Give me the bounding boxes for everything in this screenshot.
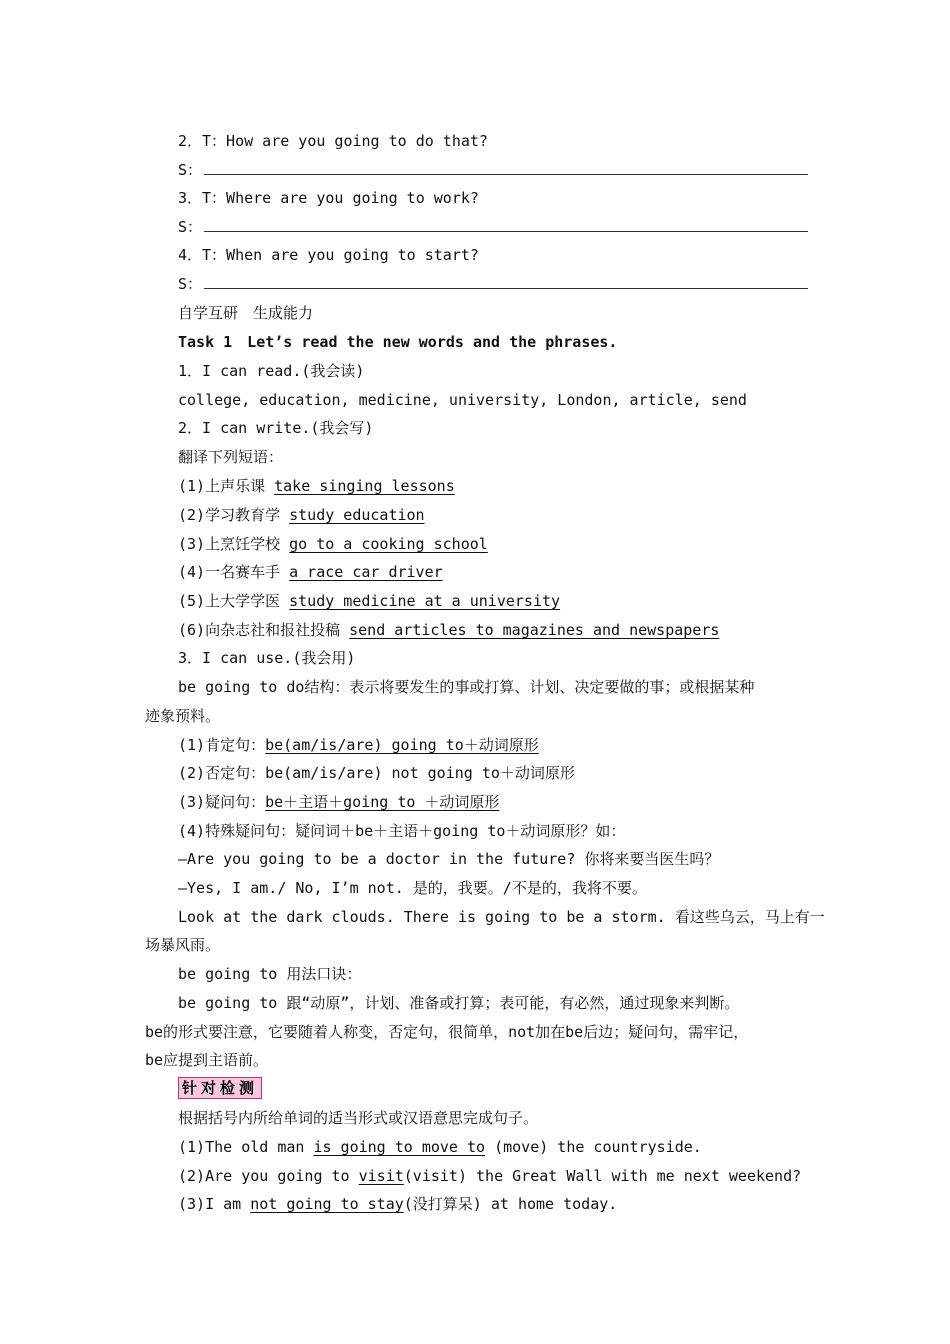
affirmative-prompt: (1)肯定句： — [178, 736, 266, 754]
question-line — [178, 792, 499, 812]
phrase-answer: study medicine at a university — [289, 592, 561, 610]
q4-student-line — [178, 274, 808, 294]
sentence-text: (2)Are you going to — [178, 1167, 359, 1185]
use-intro-line2: 迹象预料。 — [145, 707, 221, 725]
phrase-item — [178, 620, 719, 640]
write-instruction: 翻译下列短语： — [178, 448, 284, 466]
phrase-answer: a race car driver — [289, 563, 443, 581]
phrase-answer: send articles to magazines and newspapers — [349, 621, 720, 639]
check-instruction: 根据括号内所给单词的适当形式或汉语意思完成句子。 — [178, 1109, 539, 1127]
q4-student-label: S： — [178, 275, 203, 293]
sentence-answer: not going to stay — [250, 1195, 404, 1213]
example-1: —Are you going to be a doctor in the future? 你将来要当医生吗？ — [178, 850, 720, 868]
check-badge: 针对检测 — [178, 1077, 262, 1099]
q3-teacher: 3．T：Where are you going to work? — [178, 189, 479, 207]
sentence-text: (没打算呆) at home today. — [403, 1195, 618, 1213]
q3-student-line — [178, 217, 808, 237]
phrase-answer: study education — [289, 506, 425, 524]
question-prompt: (3)疑问句： — [178, 793, 266, 811]
phrase-answer: go to a cooking school — [289, 535, 488, 553]
question-answer: be＋主语＋going to ＋动词原形 — [265, 793, 500, 811]
answer-blank[interactable] — [204, 217, 808, 232]
phrase-item — [178, 534, 488, 554]
affirmative-answer: be(am/is/are) going to＋动词原形 — [265, 736, 539, 754]
phrase-prompt: (4)一名赛车手 — [178, 563, 290, 581]
phrase-prompt: (6)向杂志社和报社投稿 — [178, 621, 350, 639]
answer-blank[interactable] — [204, 274, 808, 289]
q2-teacher: 2．T：How are you going to do that? — [178, 132, 488, 150]
check-sentence-1 — [178, 1137, 702, 1157]
affirmative-line — [178, 735, 539, 755]
phrase-prompt: (5)上大学学医 — [178, 592, 290, 610]
phrase-prompt: (2)学习教育学 — [178, 506, 290, 524]
use-heading: 3．I can use.(我会用) — [178, 649, 356, 667]
sentence-text: (3)I am — [178, 1195, 251, 1213]
q3-student-label: S： — [178, 218, 203, 236]
check-sentence-3 — [178, 1194, 617, 1214]
phrase-item — [178, 591, 560, 611]
rhyme-line2: be的形式要注意，它要随着人称变，否定句，很简单，not加在be后边；疑问句，需牢记， — [145, 1023, 749, 1041]
example-3-line2: 场暴风雨。 — [145, 936, 221, 954]
check-sentence-2 — [178, 1166, 801, 1186]
phrase-item — [178, 476, 455, 496]
task1-title: Task 1 Let’s read the new words and the phrases. — [178, 333, 618, 351]
sentence-answer: is going to move to — [313, 1138, 486, 1156]
negative-line: (2)否定句：be(am/is/are) not going to＋动词原形 — [178, 764, 575, 782]
q2-student-label: S： — [178, 161, 203, 179]
use-intro-line1: be going to do结构：表示将要发生的事或打算、计划、决定要做的事；或根据某种 — [178, 678, 755, 696]
read-heading: 1．I can read.(我会读) — [178, 362, 365, 380]
example-2: —Yes, I am./ No, I’m not. 是的，我要。/不是的，我将不要。 — [178, 879, 647, 897]
phrase-prompt: (1)上声乐课 — [178, 477, 275, 495]
rhyme-line3: be应提到主语前。 — [145, 1051, 269, 1069]
sentence-answer: visit — [358, 1167, 404, 1185]
example-3-line1: Look at the dark clouds. There is going to be a storm. 看这些乌云，马上有一 — [178, 908, 825, 926]
check-badge-row — [178, 1077, 262, 1099]
rhyme-title: be going to 用法口诀： — [178, 965, 362, 983]
sentence-text: (visit) the Great Wall with me next weekend? — [403, 1167, 802, 1185]
phrase-answer: take singing lessons — [274, 477, 455, 495]
sentence-text: (1)The old man — [178, 1138, 314, 1156]
phrase-item — [178, 505, 425, 525]
write-heading: 2．I can write.(我会写) — [178, 419, 374, 437]
rhyme-line1: be going to 跟“动原”，计划、准备或打算；表可能，有必然，通过现象来判断。 — [178, 994, 740, 1012]
sentence-text: (move) the countryside. — [485, 1138, 702, 1156]
phrase-item — [178, 562, 443, 582]
q2-student-line — [178, 160, 808, 180]
answer-blank[interactable] — [204, 160, 808, 175]
phrase-prompt: (3)上烹饪学校 — [178, 535, 290, 553]
read-words: college, education, medicine, university, London, article, send — [178, 391, 747, 409]
special-question-line: (4)特殊疑问句：疑问词＋be＋主语＋going to＋动词原形？如： — [178, 822, 626, 840]
section-title: 自学互研 生成能力 — [178, 304, 314, 322]
q4-teacher: 4．T：When are you going to start? — [178, 246, 479, 264]
